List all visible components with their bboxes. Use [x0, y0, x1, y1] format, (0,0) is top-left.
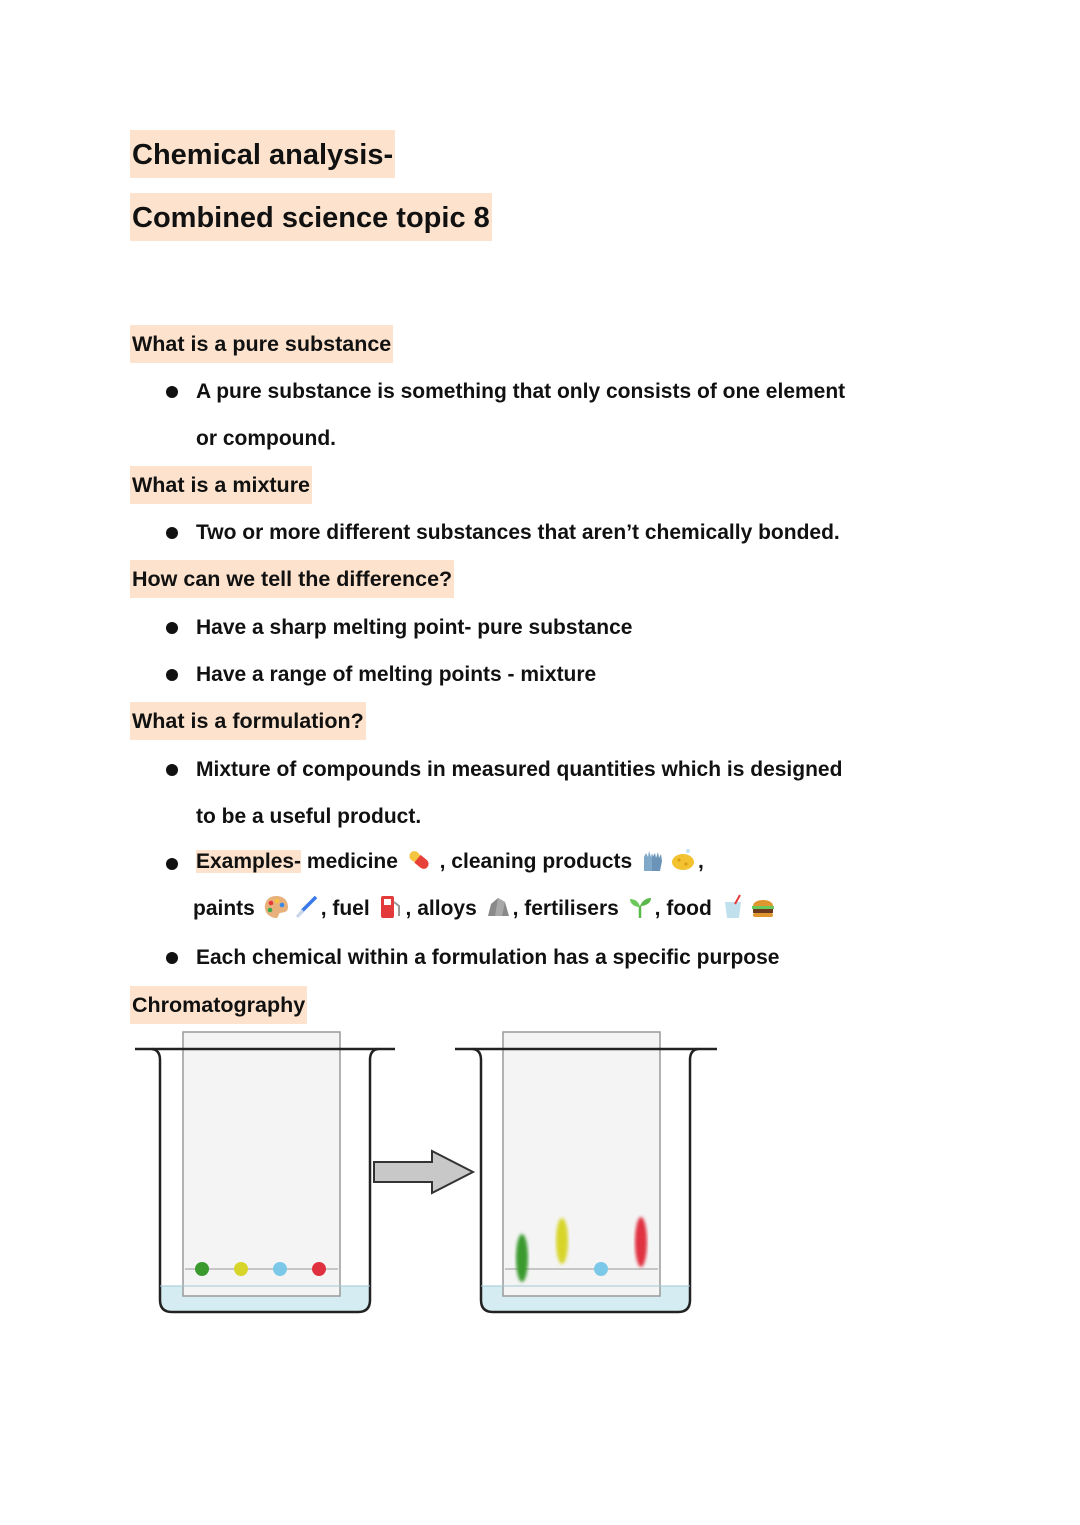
- text-line: or compound.: [196, 427, 336, 450]
- rock-icon: [485, 894, 511, 920]
- bullet: [166, 622, 178, 634]
- bullet: [166, 764, 178, 776]
- examples-label: Examples-: [196, 850, 302, 873]
- spot-yellow: [234, 1262, 248, 1276]
- spot-yellow-separated: [556, 1218, 568, 1264]
- spot-green-separated: [516, 1234, 528, 1282]
- text: , alloys: [405, 897, 477, 920]
- text-line: to be a useful product.: [196, 805, 422, 828]
- text-line: Have a sharp melting point- pure substance: [196, 616, 633, 639]
- burger-icon: [750, 894, 776, 920]
- bullet: [166, 858, 178, 870]
- text: , cleaning products: [439, 850, 633, 873]
- pill-icon: [406, 847, 432, 873]
- paper-strip: [183, 1032, 340, 1296]
- arrow-icon: [374, 1151, 473, 1193]
- text: , fertilisers: [512, 897, 619, 920]
- paintbrush-icon: [293, 894, 319, 920]
- text: ,: [698, 850, 704, 873]
- examples-line-2: [193, 894, 778, 924]
- text: , fuel: [320, 897, 370, 920]
- text: paints: [193, 897, 255, 920]
- sponge-icon: [670, 847, 696, 873]
- heading-formulation: What is a formulation?: [130, 702, 366, 740]
- spot-blue-separated: [594, 1262, 608, 1276]
- cup-icon: [720, 894, 746, 920]
- spot-blue: [273, 1262, 287, 1276]
- bullet: [166, 386, 178, 398]
- title-line-1: Chemical analysis-: [130, 130, 395, 178]
- title-line-2: Combined science topic 8: [130, 193, 492, 241]
- gloves-icon: [640, 847, 666, 873]
- text: , food: [654, 897, 712, 920]
- text-line: Each chemical within a formulation has a specific purpose: [196, 946, 780, 969]
- examples-line-1: [196, 847, 704, 877]
- text: medicine: [306, 850, 398, 873]
- spot-red: [312, 1262, 326, 1276]
- palette-icon: [263, 894, 289, 920]
- fuel-pump-icon: [378, 894, 404, 920]
- seedling-icon: [627, 894, 653, 920]
- bullet: [166, 669, 178, 681]
- text-line: Mixture of compounds in measured quantities which is designed: [196, 758, 843, 781]
- heading-pure-substance: What is a pure substance: [130, 325, 393, 363]
- bullet: [166, 952, 178, 964]
- text-line: Two or more different substances that aren’t chemically bonded.: [196, 521, 840, 544]
- text-line: A pure substance is something that only consists of one element: [196, 380, 846, 403]
- beaker-before: [135, 1032, 395, 1312]
- text-line: Have a range of melting points - mixture: [196, 663, 597, 686]
- spot-green: [195, 1262, 209, 1276]
- chromatography-diagram: [130, 1020, 730, 1320]
- spot-red-separated: [635, 1217, 647, 1267]
- heading-difference: How can we tell the difference?: [130, 560, 454, 598]
- beaker-after: [455, 1032, 717, 1312]
- heading-chromatography: Chromatography: [130, 986, 307, 1024]
- bullet: [166, 527, 178, 539]
- heading-mixture: What is a mixture: [130, 466, 312, 504]
